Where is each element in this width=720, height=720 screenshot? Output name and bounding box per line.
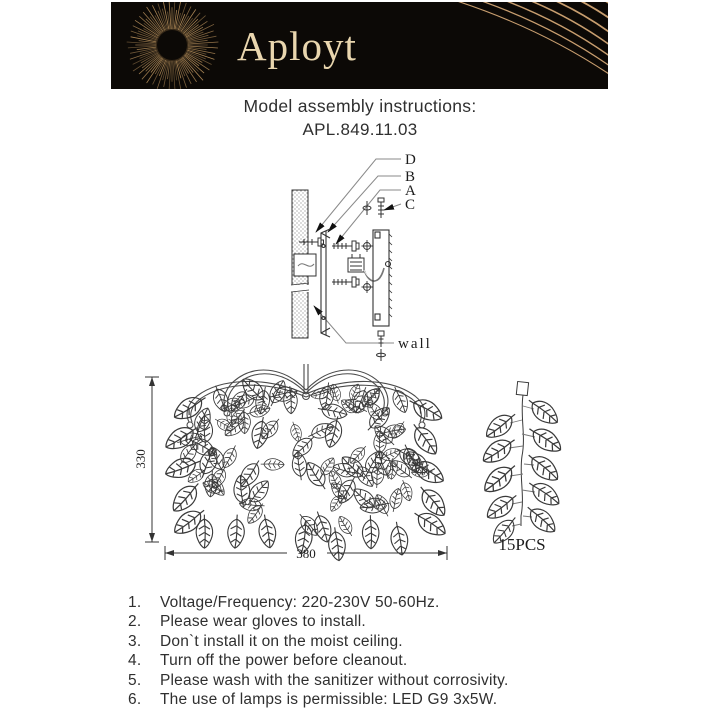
instruction-text: The use of lamps is permissible: LED G9 3x5W.: [160, 690, 498, 708]
leaf-pack-count-label: 15PCS: [498, 535, 546, 554]
lamp-drawing: [125, 360, 470, 575]
instructions-list: [128, 594, 608, 710]
width-dim-label: 380: [296, 546, 316, 561]
part-label-d: D: [405, 152, 416, 168]
part-label-b: B: [405, 169, 416, 185]
instruction-text: Voltage/Frequency: 220-230V 50-60Hz.: [160, 594, 440, 611]
instruction-text: Please wear gloves to install.: [160, 613, 366, 631]
gold-rays-icon: [441, 2, 608, 89]
mounting-bracket: [321, 229, 330, 337]
instruction-item: [128, 672, 608, 691]
instruction-number: 3.: [128, 632, 142, 650]
instruction-item: [128, 594, 608, 613]
lamp-arms: [187, 364, 425, 428]
instruction-item: [128, 691, 608, 710]
instruction-number: 5.: [128, 671, 142, 689]
instruction-text: Turn off the power before cleanout.: [160, 652, 408, 670]
terminal-block: [348, 254, 364, 272]
bottom-screw-icon: [377, 331, 386, 361]
height-dimension: [133, 377, 159, 542]
leaf-cluster: [161, 374, 451, 562]
page-title: Model assembly instructions:: [243, 96, 477, 116]
leaf-branch-drawing: [462, 376, 582, 566]
title-block: [0, 96, 720, 140]
part-label-c: C: [405, 197, 416, 213]
height-dim-label: 330: [133, 449, 148, 469]
instruction-item: [128, 613, 608, 632]
model-number: APL.849.11.03: [302, 120, 418, 139]
mounting-diagram: [268, 146, 463, 368]
brand-banner: [111, 2, 608, 89]
bracket-screws-icon: [332, 241, 359, 287]
instruction-number: 1.: [128, 594, 142, 611]
leader-lines: [314, 159, 401, 343]
instruction-item: [128, 652, 608, 671]
brand-logo-text: Aployt: [237, 23, 357, 69]
instruction-number: 6.: [128, 690, 142, 708]
top-screw-icon: [363, 198, 384, 218]
washer-icons: [362, 240, 373, 293]
wall-label: wall: [398, 336, 432, 352]
instruction-number: 2.: [128, 613, 142, 631]
instruction-number: 4.: [128, 652, 142, 670]
instruction-item: [128, 633, 608, 652]
wire: [364, 268, 384, 281]
starburst-center: [157, 30, 188, 61]
instruction-text: Please wash with the sanitizer without corrosivity.: [160, 671, 509, 689]
part-label-a: A: [405, 183, 416, 199]
instruction-text: Don`t install it on the moist ceiling.: [160, 632, 403, 650]
wall-outlet-box: [294, 254, 316, 276]
